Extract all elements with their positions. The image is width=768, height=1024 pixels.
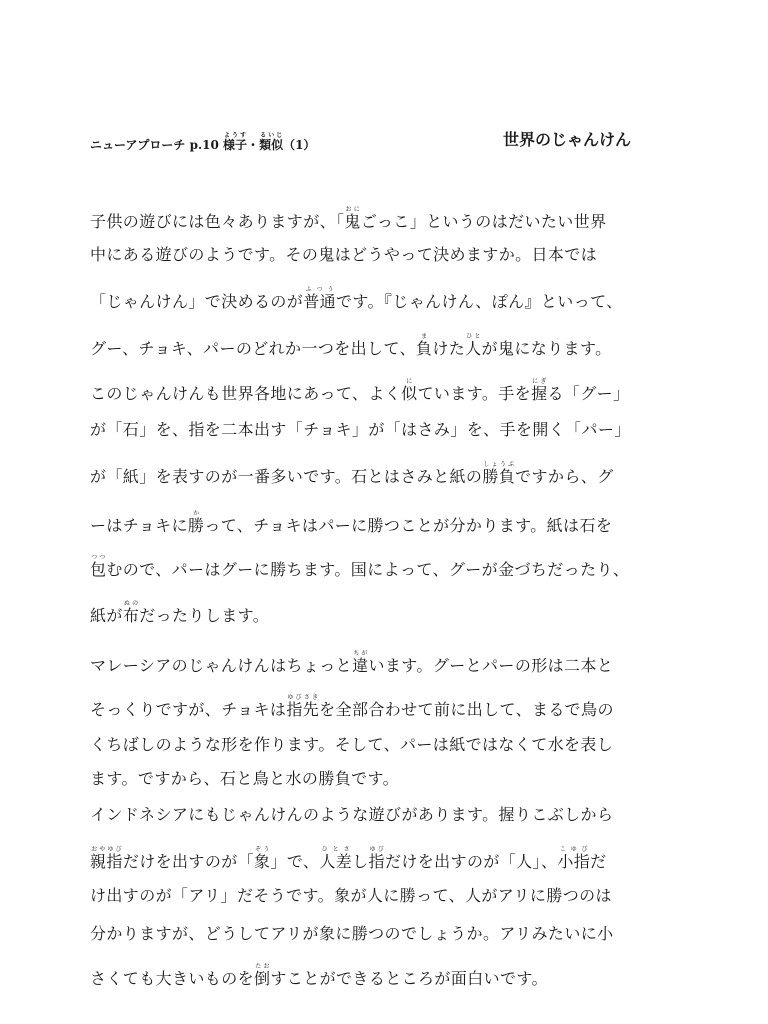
text-line: グー、チョキ、パーのどれか一つを出して、負まけた人ひとが鬼になります。 bbox=[90, 333, 612, 358]
text-line: そっくりですが、チョキは指先ゆびさきを全部合わせて前に出して、まるで鳥の bbox=[90, 694, 614, 719]
text-line: ーはチョキに勝かって、チョキはパーに勝つことが分かります。紙は石を bbox=[90, 510, 613, 535]
text-line: ます。ですから、石と鳥と水の勝負です。 bbox=[90, 769, 400, 788]
text-line: 紙が布ぬのだったりします。 bbox=[90, 600, 270, 625]
text-line: このじゃんけんも世界各地にあって、よく似にています。手を握にぎる「グー」 bbox=[90, 378, 630, 403]
text-line: け出すのが「アリ」だそうです。象が人に勝って、人がアリに勝つのは bbox=[90, 886, 612, 905]
text-line: 「じゃんけん」で決めるのが普通ふつうです。『じゃんけん、ぽん』といって、 bbox=[90, 286, 623, 311]
text-line: 親指おやゆびだけを出すのが「象ぞう」で、人差ひとさし指ゆびだけを出すのが「人」、小指こゆびだ bbox=[90, 846, 607, 871]
text-line: さくても大きいものを倒たおすことができるところが面白いです。 bbox=[90, 963, 548, 988]
text-line: くちばしのような形を作ります。そして、パーは紙ではなくて水を表し bbox=[90, 735, 614, 754]
text-line: 分かりますが、どうしてアリが象に勝つのでしょうか。アリみたいに小 bbox=[90, 924, 614, 943]
text-line: 子供の遊びには色々ありますが、「鬼おにごっこ」というのはだいたい世界 bbox=[90, 206, 607, 231]
ruby-word: 様子ようす bbox=[223, 132, 248, 152]
text-line: マレーシアのじゃんけんはちょっと違ちがいます。グーとパーの形は二本と bbox=[90, 650, 614, 675]
page-title: 世界のじゃんけん bbox=[503, 130, 632, 149]
header-left: ニューアプローチ p.10 様子ようす・類似るいじ（1） bbox=[90, 132, 316, 152]
text-line: インドネシアにもじゃんけんのような遊びがあります。握りこぶしから bbox=[90, 805, 614, 824]
header-left-text-1: ニューアプローチ p.10 bbox=[90, 138, 224, 152]
text-line: が「石」を、指を二本出す「チョキ」が「はさみ」を、手を開く「パー」 bbox=[90, 420, 631, 439]
text-line: が「紙」を表すのが一番多いです。石とはさみと紙の勝負しょうぶですから、グ bbox=[90, 461, 614, 486]
ruby-word: 類似るいじ bbox=[259, 132, 284, 152]
text-line: 中にある遊びのようです。その鬼はどうやって決めますか。日本では bbox=[90, 245, 598, 264]
text-line: 包つつむので、パーはグーに勝ちます。国によって、グーが金づちだったり、 bbox=[90, 554, 630, 579]
